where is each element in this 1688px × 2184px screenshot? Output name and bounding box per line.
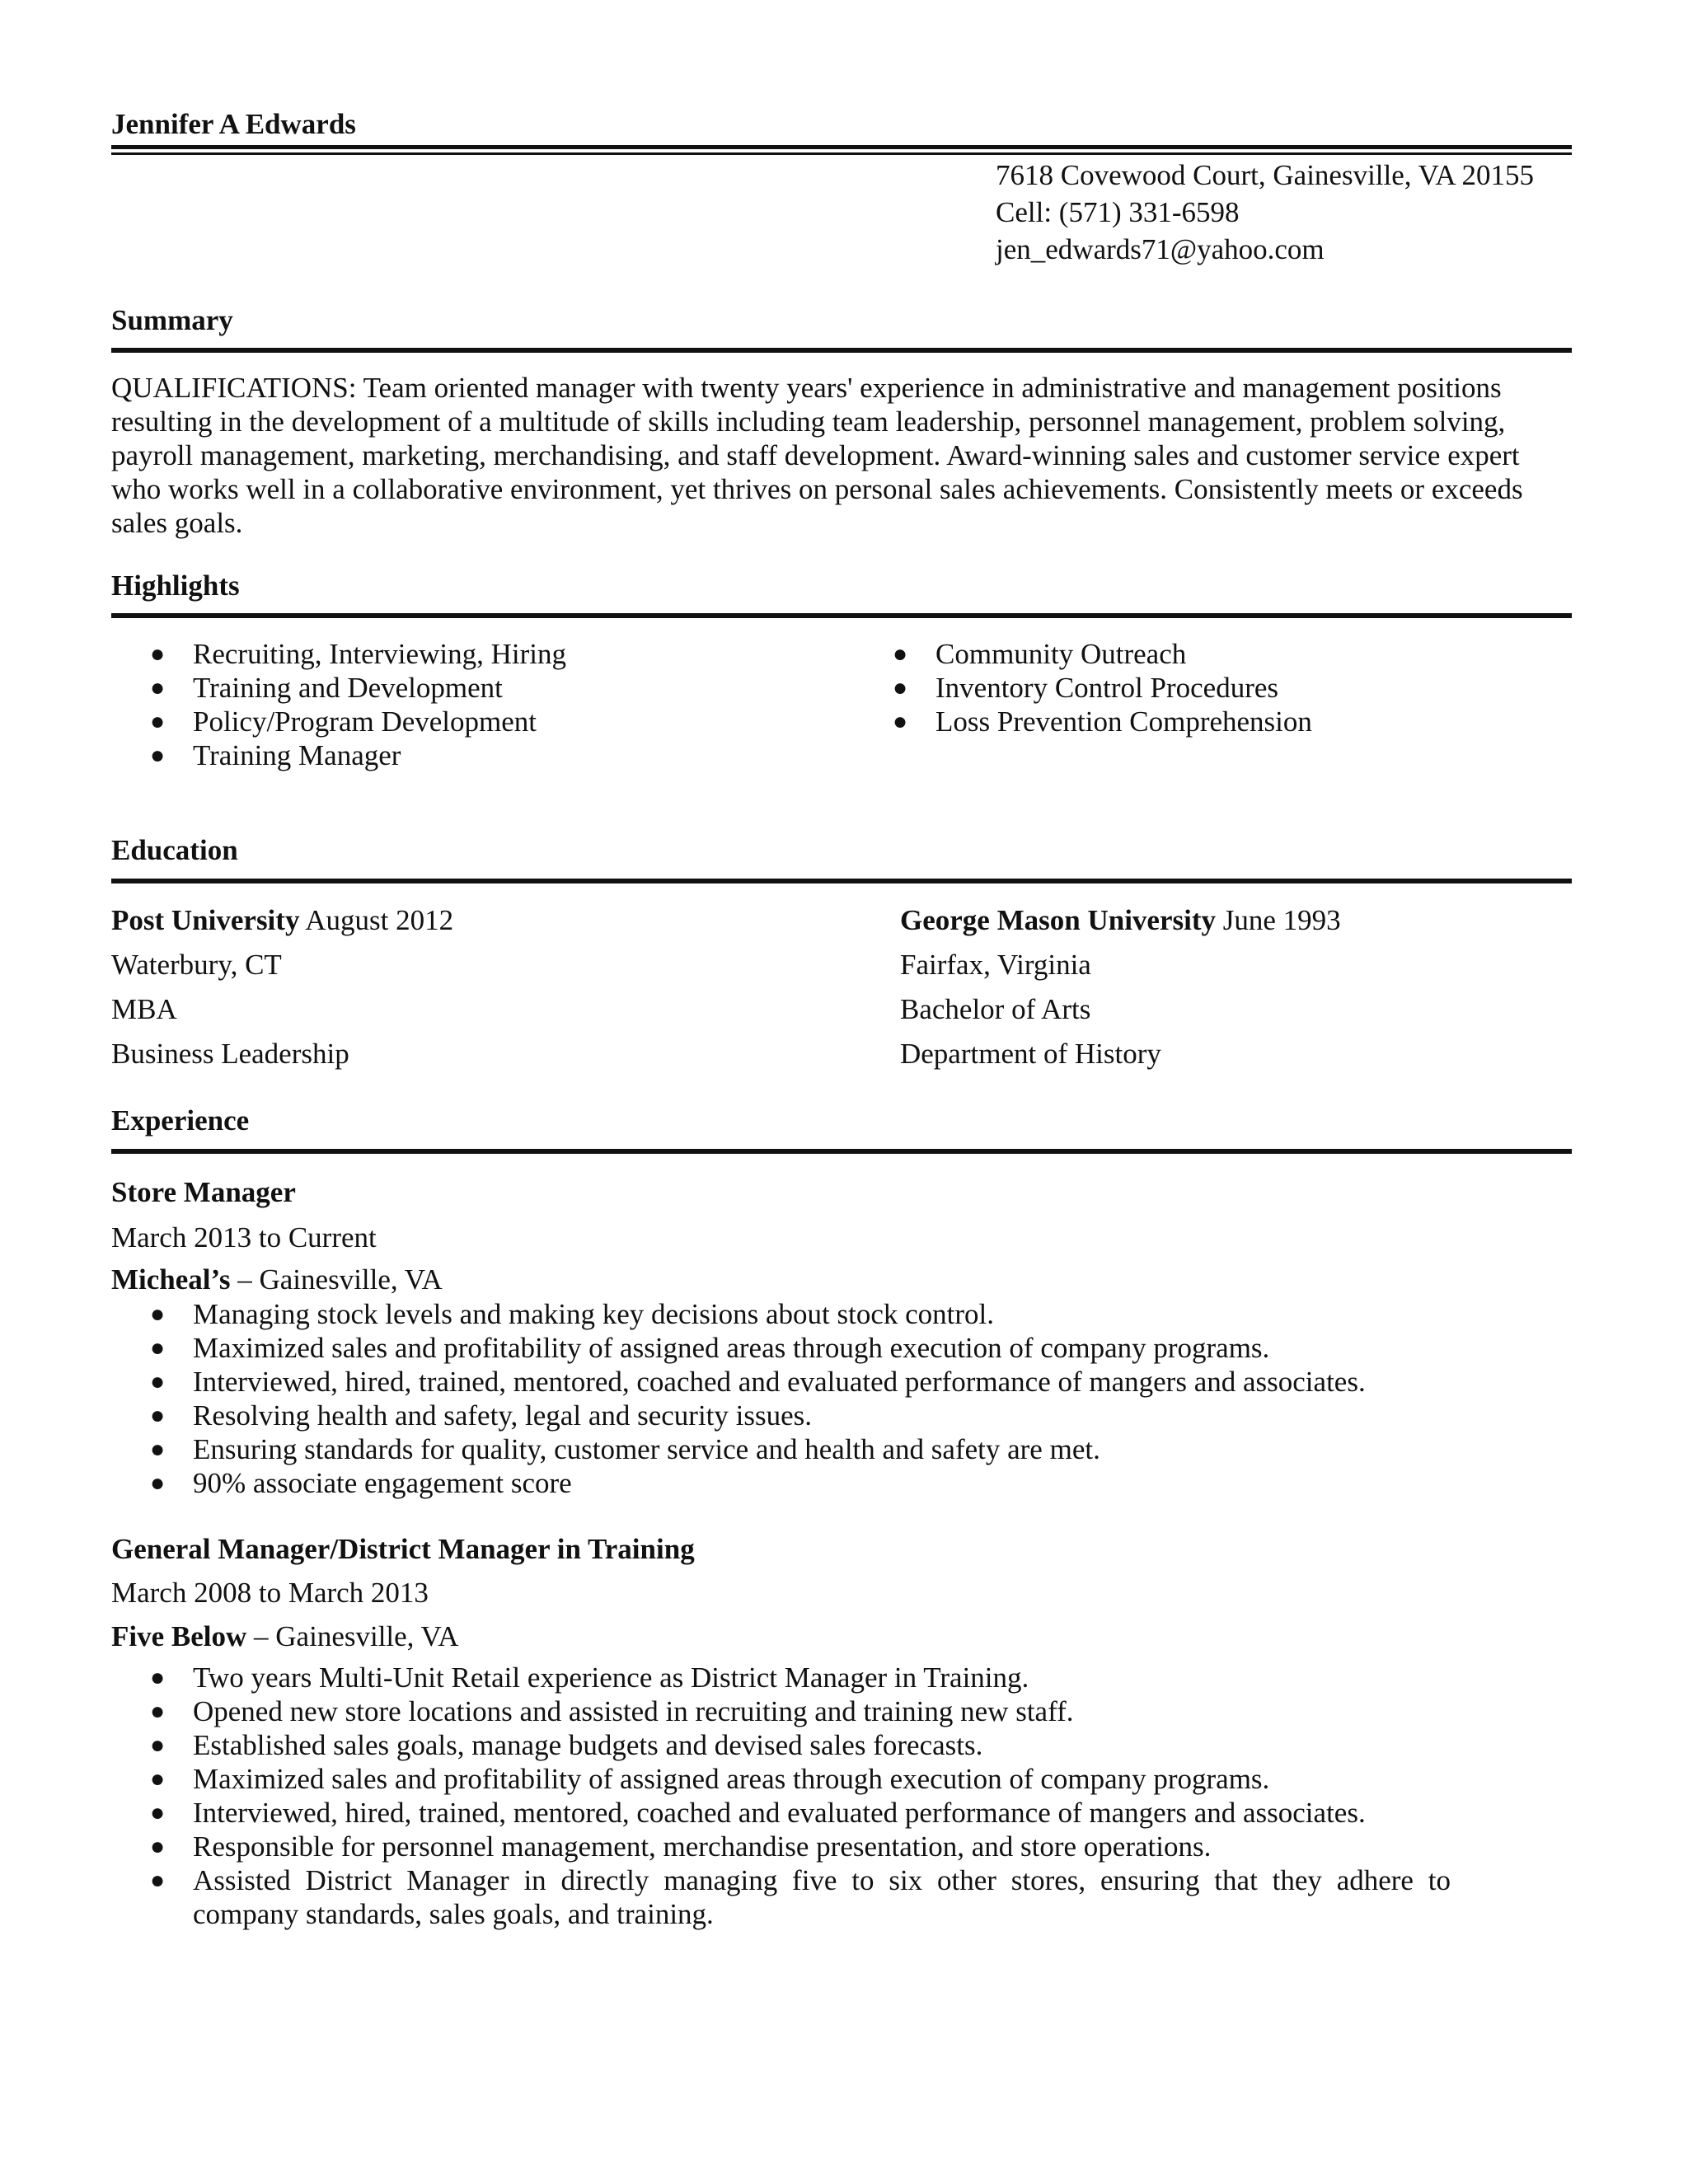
school-degree: MBA [111,993,177,1025]
list-item: ● Ensuring standards for quality, customer service and health and safety are met. [150,1433,1100,1465]
school-field: Business Leadership [111,1038,349,1070]
job-dates: March 2008 to March 2013 [111,1577,429,1609]
school-date: August 2012 [305,904,454,936]
list-item: ● Responsible for personnel management, merchandise presentation, and store operations. [150,1830,1212,1863]
job-location: – Gainesville, VA [254,1620,459,1652]
job-dates: March 2013 to Current [111,1221,377,1254]
highlights-list-right [854,637,1312,738]
bullet-icon: ● [150,1799,166,1826]
education-entry-2 [900,898,1341,1076]
school-name: Post University [111,904,300,936]
job-bullets [111,1661,1366,1863]
bullet-icon: ● [150,1368,166,1395]
education-heading: Education [111,834,238,866]
summary-heading: Summary [111,304,233,336]
bullet-icon: ● [893,640,908,668]
list-item: ● Resolving health and safety, legal and security issues. [150,1399,813,1432]
bullet-icon: ● [150,1833,166,1860]
list-item: ● Training Manager [150,739,401,771]
education-divider [111,879,1572,883]
list-item: ● Opened new store locations and assisted in recruiting and training new staff. [150,1695,1074,1727]
school-date: June 1993 [1222,904,1341,936]
list-item: ● Recruiting, Interviewing, Hiring [150,638,566,670]
bullet-icon: ● [150,1402,166,1429]
bullet-icon: ● [150,742,166,769]
bullet-icon: ● [893,674,908,701]
list-item: ● Community Outreach [893,638,1187,670]
list-item: ● Two years Multi-Unit Retail experience as District Manager in Training. [150,1661,1029,1694]
list-item: ● Interviewed, hired, trained, mentored, coached and evaluated performance of mangers and associates. [150,1797,1366,1829]
summary-text: QUALIFICATIONS: Team oriented manager with twenty years' experience in administrative and management positions resulting in the development of a multitude of skills including team leadership, personnel management, problem solving, payroll management, marketing, merchandising, and staff development. Award-winning sales and customer service expert who works well in a collaborative environment, yet thrives on personal sales achievements. Consistently meets or exceeds sales goals. [111,372,1523,539]
bullet-icon: ● [150,1732,166,1759]
list-item: ● Inventory Control Procedures [893,672,1279,704]
bullet-icon: ● [150,640,166,668]
list-item: ● Loss Prevention Comprehension [893,705,1312,738]
job-company: Five Below [111,1620,247,1652]
bullet-icon: ● [150,1664,166,1691]
school-location: Waterbury, CT [111,949,282,981]
bullet-icon: ● [150,708,166,735]
experience-divider [111,1149,1572,1154]
contact-block [996,157,1534,268]
contact-email: jen_edwards71@yahoo.com [996,233,1325,265]
bullet-icon: ● [150,1436,166,1463]
bullet-icon: ● [150,1469,166,1497]
list-item: ● Policy/Program Development [150,705,537,738]
contact-address: 7618 Covewood Court, Gainesville, VA 20155 [996,159,1535,191]
job-title: Store Manager [111,1176,296,1208]
job-company-line [111,1259,443,1301]
school-location: Fairfax, Virginia [900,949,1091,981]
header-divider [111,145,1572,155]
summary-divider [111,348,1572,353]
bullet-icon: ● [150,1765,166,1793]
bullet-icon: ● [150,1698,166,1725]
experience-heading: Experience [111,1104,250,1137]
job-bullets [111,1297,1366,1500]
list-item: ● 90% associate engagement score [150,1467,572,1499]
list-item: ● Maximized sales and profitability of assigned areas through execution of company programs. [150,1332,1270,1364]
bullet-icon: ● [150,1334,166,1361]
highlights-list-left [111,637,566,772]
list-item: ● Interviewed, hired, trained, mentored, coached and evaluated performance of mangers and associates. [150,1366,1366,1398]
list-item: ● Established sales goals, manage budgets and devised sales forecasts. [150,1729,983,1761]
highlights-heading: Highlights [111,569,240,602]
job-bullets-continued [111,1863,1451,1931]
list-item: ● Assisted District Manager in directly managing five to six other stores, ensuring that they adhere to company standards, sales goals, and training. [150,1864,1451,1930]
list-item: ● Training and Development [150,672,503,704]
job-location: – Gainesville, VA [237,1263,443,1296]
bullet-icon: ● [150,1301,166,1328]
contact-cell: Cell: (571) 331-6598 [996,196,1240,228]
bullet-icon: ● [150,674,166,701]
bullet-icon: ● [150,1867,166,1894]
list-item: ● Maximized sales and profitability of assigned areas through execution of company programs. [150,1763,1270,1795]
job-company-line [111,1616,459,1657]
school-field: Department of History [900,1038,1161,1070]
highlights-divider [111,613,1572,618]
school-degree: Bachelor of Arts [900,993,1091,1025]
candidate-name: Jennifer A Edwards [111,108,356,140]
bullet-icon: ● [893,708,908,735]
education-entry-1 [111,898,453,1076]
job-title: General Manager/District Manager in Training [111,1533,695,1565]
school-name: George Mason University [900,904,1216,936]
job-company: Micheal’s [111,1263,231,1296]
list-item: ● Managing stock levels and making key decisions about stock control. [150,1298,995,1330]
